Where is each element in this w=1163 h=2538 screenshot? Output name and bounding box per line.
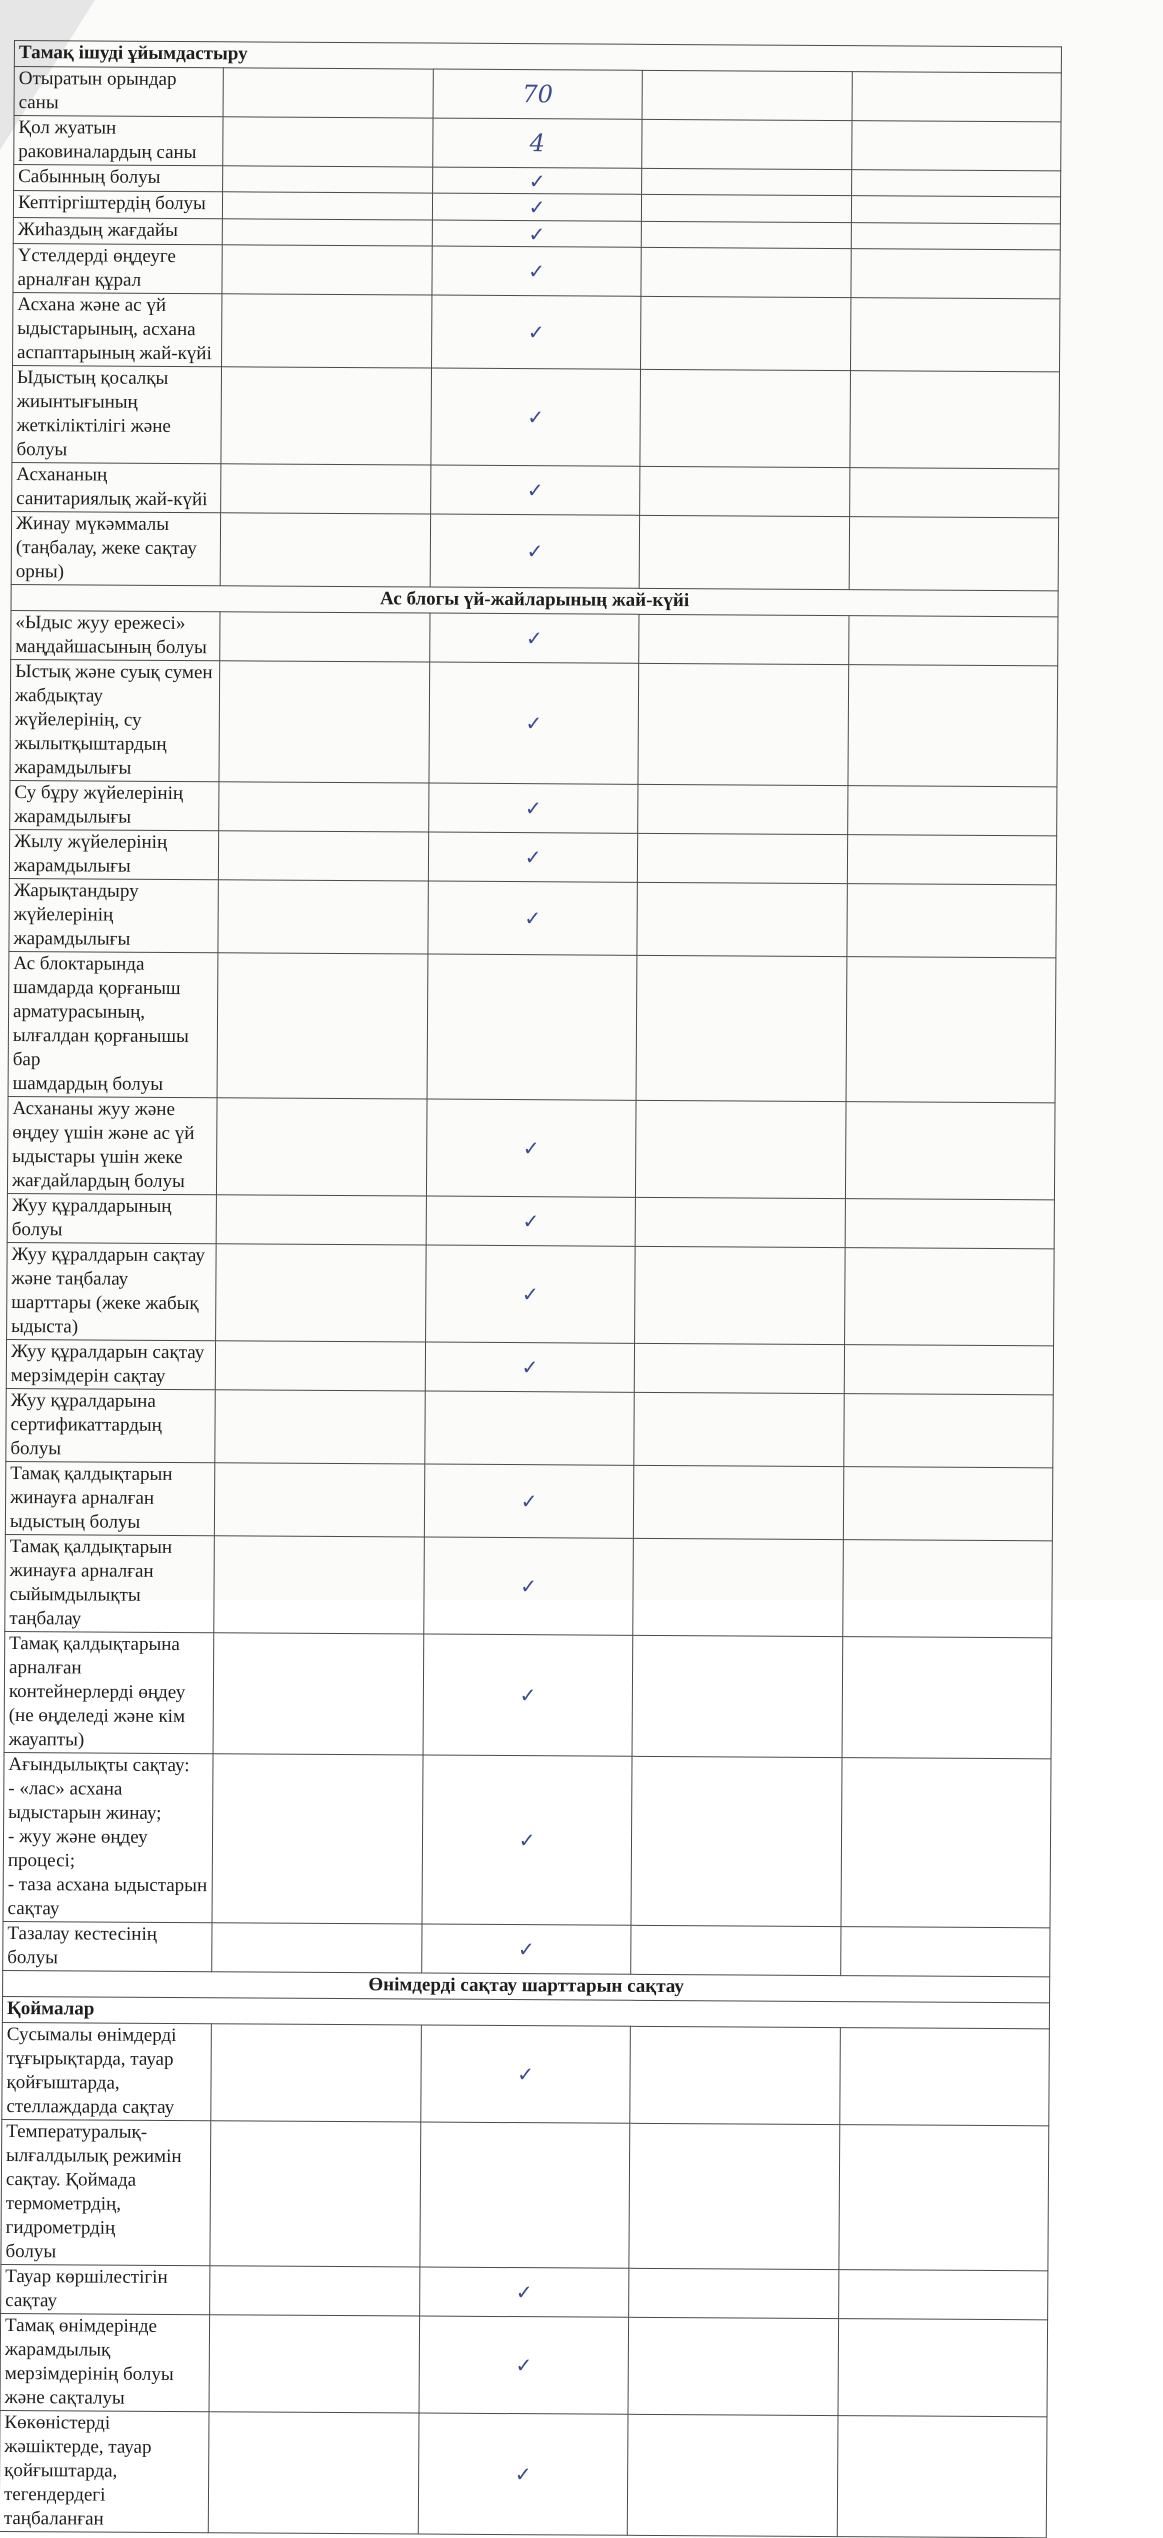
check-mark-icon: ✓ <box>425 1245 635 1343</box>
empty-cell <box>223 192 433 220</box>
checklist-row <box>8 951 1056 1102</box>
checklist-sheet <box>0 40 1062 2538</box>
inspection-checklist-table <box>0 40 1062 2538</box>
empty-cell <box>219 661 429 783</box>
empty-cell <box>851 223 1061 250</box>
empty-cell <box>215 1463 425 1537</box>
empty-cell <box>851 249 1061 299</box>
criterion-label: Тамақ қалдықтарын жинауға арналған сыйымдылықты таңбалау <box>5 1534 215 1632</box>
empty-cell <box>223 68 433 118</box>
empty-cell <box>851 121 1061 171</box>
empty-cell <box>211 2024 421 2122</box>
empty-cell <box>638 833 848 883</box>
section-title: Тамақ ішуді ұйымдастыру <box>14 41 1061 73</box>
checklist-row <box>0 2410 1047 2537</box>
criterion-label: Жылу жүйелерінің жарамдылығы <box>9 829 219 879</box>
empty-cell <box>212 1923 422 1973</box>
empty-cell <box>641 221 851 248</box>
empty-cell <box>634 1392 844 1466</box>
criterion-label: Сусымалы өнімдерді тұғырықтарда, тауар қойғыштарда, стеллаждарда сақтау <box>2 2022 212 2120</box>
checklist-row <box>3 1752 1051 1927</box>
empty-cell <box>838 2319 1048 2417</box>
criterion-label: Қол жуатын раковиналардың саны <box>14 116 224 166</box>
check-mark-icon: ✓ <box>432 193 642 221</box>
checklist-row <box>4 1631 1052 1758</box>
criterion-label: Жуу құралдарын сақтау мерзімдерін сақтау <box>6 1339 216 1389</box>
check-mark-icon: ✓ <box>426 1099 636 1197</box>
empty-cell <box>220 612 430 662</box>
empty-cell <box>641 296 851 370</box>
empty-cell <box>213 1633 423 1755</box>
checklist-row <box>1 2264 1048 2319</box>
checklist-row <box>11 610 1058 665</box>
empty-cell <box>209 2315 419 2413</box>
empty-cell <box>632 1635 842 1757</box>
checklist-row <box>3 1921 1050 1976</box>
criterion-label: Асхана және ас үй ыдыстарының, асхана аспаптарының жай-күйі <box>13 292 223 366</box>
criterion-label: Кептіргіштердің болуы <box>13 191 223 219</box>
empty-cell <box>845 1199 1055 1249</box>
empty-cell <box>639 614 849 664</box>
empty-cell <box>842 1637 1052 1759</box>
check-mark-icon: ✓ <box>428 881 638 955</box>
checklist-row <box>10 780 1057 835</box>
empty-cell <box>223 219 433 246</box>
check-mark-icon: ✓ <box>430 465 640 515</box>
criterion-label: Жуу құралдарын сақтау және таңбалау шарттары (жеке жабық ыдыста) <box>7 1242 217 1340</box>
checklist-row <box>7 1193 1054 1248</box>
checklist-row <box>12 365 1060 468</box>
empty-cell <box>221 464 431 514</box>
empty-cell <box>846 957 1056 1103</box>
empty-cell <box>627 2414 837 2536</box>
check-mark-icon: ✓ <box>425 1342 635 1392</box>
criterion-label: Тамақ өнімдерінде жарамдылық мерзімдерінің болуы және сақталуы <box>0 2313 210 2411</box>
empty-cell <box>843 1394 1053 1468</box>
empty-cell <box>216 1244 426 1342</box>
criterion-label: Жуу құралдарына сертификаттардың болуы <box>6 1388 216 1462</box>
empty-cell <box>223 117 433 167</box>
checklist-row <box>1 2119 1049 2270</box>
empty-cell <box>217 1098 427 1196</box>
empty-cell <box>847 786 1057 836</box>
empty-cell <box>212 1754 422 1924</box>
empty-cell <box>210 2121 420 2267</box>
handwritten-number: 70 <box>433 69 643 119</box>
empty-cell <box>635 1246 845 1344</box>
empty-cell <box>630 2026 840 2124</box>
criterion-label: Ас блоктарында шамдарда қорғаныш арматурасының, ылғалдан қорғанышы бар шамдардың болуы <box>8 951 218 1097</box>
empty-cell <box>641 247 851 297</box>
empty-cell <box>637 882 847 956</box>
check-mark-icon: ✓ <box>418 2413 628 2535</box>
handwritten-number: 4 <box>433 118 643 168</box>
criterion-label: Ыстық және суық сумен жабдықтау жүйелерінің, су жылытқыштардың жарамдылығы <box>10 659 220 781</box>
empty-cell <box>640 369 850 467</box>
check-mark-icon: ✓ <box>431 368 641 466</box>
criterion-label: Тамақ қалдықтарын жинауға арналған ыдыстың болуы <box>5 1461 215 1535</box>
empty-cell <box>222 294 432 368</box>
criterion-label: Ыдыстың қосалқы жиынтығының жеткіліктілігі және болуы <box>12 365 222 463</box>
criterion-label: Тамақ қалдықтарына арналған контейнерлерді өңдеу (не өңделеді және кім жауапты) <box>4 1631 214 1753</box>
empty-cell <box>839 2028 1049 2126</box>
check-mark-icon: ✓ <box>432 167 642 194</box>
check-mark-icon: ✓ <box>429 662 639 784</box>
checklist-row <box>7 1096 1055 1199</box>
empty-cell <box>634 1343 844 1393</box>
checklist-row <box>10 659 1058 786</box>
checklist-row <box>11 511 1058 590</box>
criterion-label: Жиһаздың жағдайы <box>13 217 223 244</box>
check-mark-icon: ✓ <box>430 514 640 588</box>
empty-cell <box>639 515 849 589</box>
empty-cell <box>849 371 1059 469</box>
empty-cell <box>217 953 427 1099</box>
check-mark-icon: ✓ <box>428 832 638 882</box>
section-title: Өнімдерді сақтау шарттарын сақтау <box>3 1970 1050 2002</box>
check-mark-icon: ✓ <box>428 783 638 833</box>
empty-cell <box>216 1341 426 1391</box>
section-title: Ас блогы үй-жайларының жай-күйі <box>11 584 1058 616</box>
empty-cell <box>642 194 852 222</box>
criterion-label: Тауар көршілестігін сақтау <box>1 2264 211 2314</box>
check-mark-icon: ✓ <box>421 2025 631 2123</box>
empty-cell <box>845 1102 1055 1200</box>
empty-cell <box>638 784 848 834</box>
empty-cell <box>223 166 433 193</box>
empty-cell <box>221 367 431 465</box>
checklist-row <box>5 1461 1052 1540</box>
empty-cell <box>841 1758 1051 1928</box>
empty-cell <box>852 72 1062 122</box>
empty-cell <box>221 513 431 587</box>
empty-cell <box>633 1538 843 1636</box>
empty-cell <box>844 1248 1054 1346</box>
criterion-label: Ағындылықты сақтау: - «лас» асхана ыдыстарын жинау; - жуу және өңдеу процесі; - таза асхана ыдыстарын сақтау <box>3 1752 213 1922</box>
empty-cell <box>642 119 852 169</box>
criterion-label: Жарықтандыру жүйелерінің жарамдылығы <box>9 878 219 952</box>
checklist-row <box>6 1339 1053 1394</box>
empty-cell <box>215 1390 425 1464</box>
checklist-row <box>14 67 1061 122</box>
empty-cell <box>636 955 846 1101</box>
checklist-row <box>2 2022 1050 2125</box>
empty-cell <box>843 1467 1053 1541</box>
empty-cell <box>837 2416 1047 2538</box>
check-mark-icon: ✓ <box>432 246 642 296</box>
empty-cell <box>635 1197 845 1247</box>
criterion-label: Су бұру жүйелерінің жарамдылығы <box>10 780 220 830</box>
empty-cell <box>218 880 428 954</box>
empty-cell <box>629 2268 839 2318</box>
section-title: Қоймалар <box>2 1996 1049 2028</box>
empty-cell <box>842 1540 1052 1638</box>
criterion-label: Отыратын орындар саны <box>14 67 224 117</box>
checklist-row <box>9 878 1056 957</box>
empty-cell <box>642 70 852 120</box>
empty-cell <box>219 782 429 832</box>
criterion-label: Температуралық-ылғалдылық режимін сақтау. Қоймада термометрдің, гидрометрдің болуы <box>1 2119 211 2265</box>
empty-cell <box>629 2123 839 2269</box>
check-mark-icon: ✓ <box>421 1924 631 1974</box>
empty-cell <box>838 2125 1048 2271</box>
check-mark-icon: ✓ <box>422 1755 632 1925</box>
empty-cell <box>851 170 1061 197</box>
empty-cell <box>219 831 429 881</box>
empty-cell <box>636 1100 846 1198</box>
check-mark-icon <box>420 2122 630 2268</box>
empty-cell <box>631 1925 841 1975</box>
checklist-row <box>9 829 1056 884</box>
empty-cell <box>638 663 848 785</box>
check-mark-icon: ✓ <box>424 1537 634 1635</box>
criterion-label: Сабынның болуы <box>14 165 224 192</box>
empty-cell <box>222 245 432 295</box>
check-mark-icon: ✓ <box>424 1464 634 1538</box>
empty-cell <box>640 466 850 516</box>
checklist-row <box>13 243 1060 298</box>
check-mark-icon: ✓ <box>429 613 639 663</box>
criterion-label: Үстелдерді өңдеуге арналған құрал <box>13 243 223 293</box>
empty-cell <box>628 2317 838 2415</box>
criterion-label: Жуу құралдарының болуы <box>7 1193 217 1243</box>
check-mark-icon <box>427 954 637 1100</box>
empty-cell <box>848 665 1058 787</box>
empty-cell <box>846 884 1056 958</box>
check-mark-icon: ✓ <box>423 1634 633 1756</box>
check-mark-icon: ✓ <box>431 295 641 369</box>
empty-cell <box>844 1345 1054 1395</box>
criterion-label: «Ыдыс жуу ережесі» маңдайшасының болуы <box>11 610 221 660</box>
empty-cell <box>848 616 1058 666</box>
empty-cell <box>209 2412 419 2534</box>
empty-cell <box>210 2266 420 2316</box>
checklist-row <box>7 1242 1055 1345</box>
checklist-row <box>6 1388 1053 1467</box>
checklist-row <box>0 2313 1048 2416</box>
empty-cell <box>840 1927 1050 1977</box>
check-mark-icon: ✓ <box>419 2316 629 2414</box>
empty-cell <box>850 298 1060 372</box>
empty-cell <box>851 196 1061 224</box>
empty-cell <box>217 1195 427 1245</box>
empty-cell <box>838 2270 1048 2320</box>
check-mark-icon: ✓ <box>432 220 642 247</box>
checklist-row <box>14 116 1061 171</box>
empty-cell <box>847 835 1057 885</box>
checklist-row <box>12 462 1059 517</box>
criterion-label: Тазалау кестесінің болуы <box>3 1921 213 1971</box>
empty-cell <box>634 1465 844 1539</box>
checklist-body <box>0 41 1061 2538</box>
criterion-label: Жинау мүкәммалы (таңбалау, жеке сақтау орны) <box>11 511 221 585</box>
empty-cell <box>631 1756 841 1926</box>
empty-cell <box>642 168 852 195</box>
checklist-row <box>13 292 1060 371</box>
empty-cell <box>849 517 1059 591</box>
empty-cell <box>214 1536 424 1634</box>
empty-cell <box>849 468 1059 518</box>
criterion-label: Көкөністерді жәшіктерде, тауар қойғыштарда, тегендердегі таңбаланған <box>0 2410 209 2532</box>
criterion-label: Асхананың санитариялық жай-күйі <box>12 462 222 512</box>
check-mark-icon: ✓ <box>426 1196 636 1246</box>
criterion-label: Асхананы жуу және өңдеу үшін және ас үй ыдыстары үшін жеке жағдайлардың болуы <box>7 1096 217 1194</box>
checklist-row <box>5 1534 1053 1637</box>
check-mark-icon <box>425 1391 635 1465</box>
check-mark-icon: ✓ <box>419 2267 629 2317</box>
